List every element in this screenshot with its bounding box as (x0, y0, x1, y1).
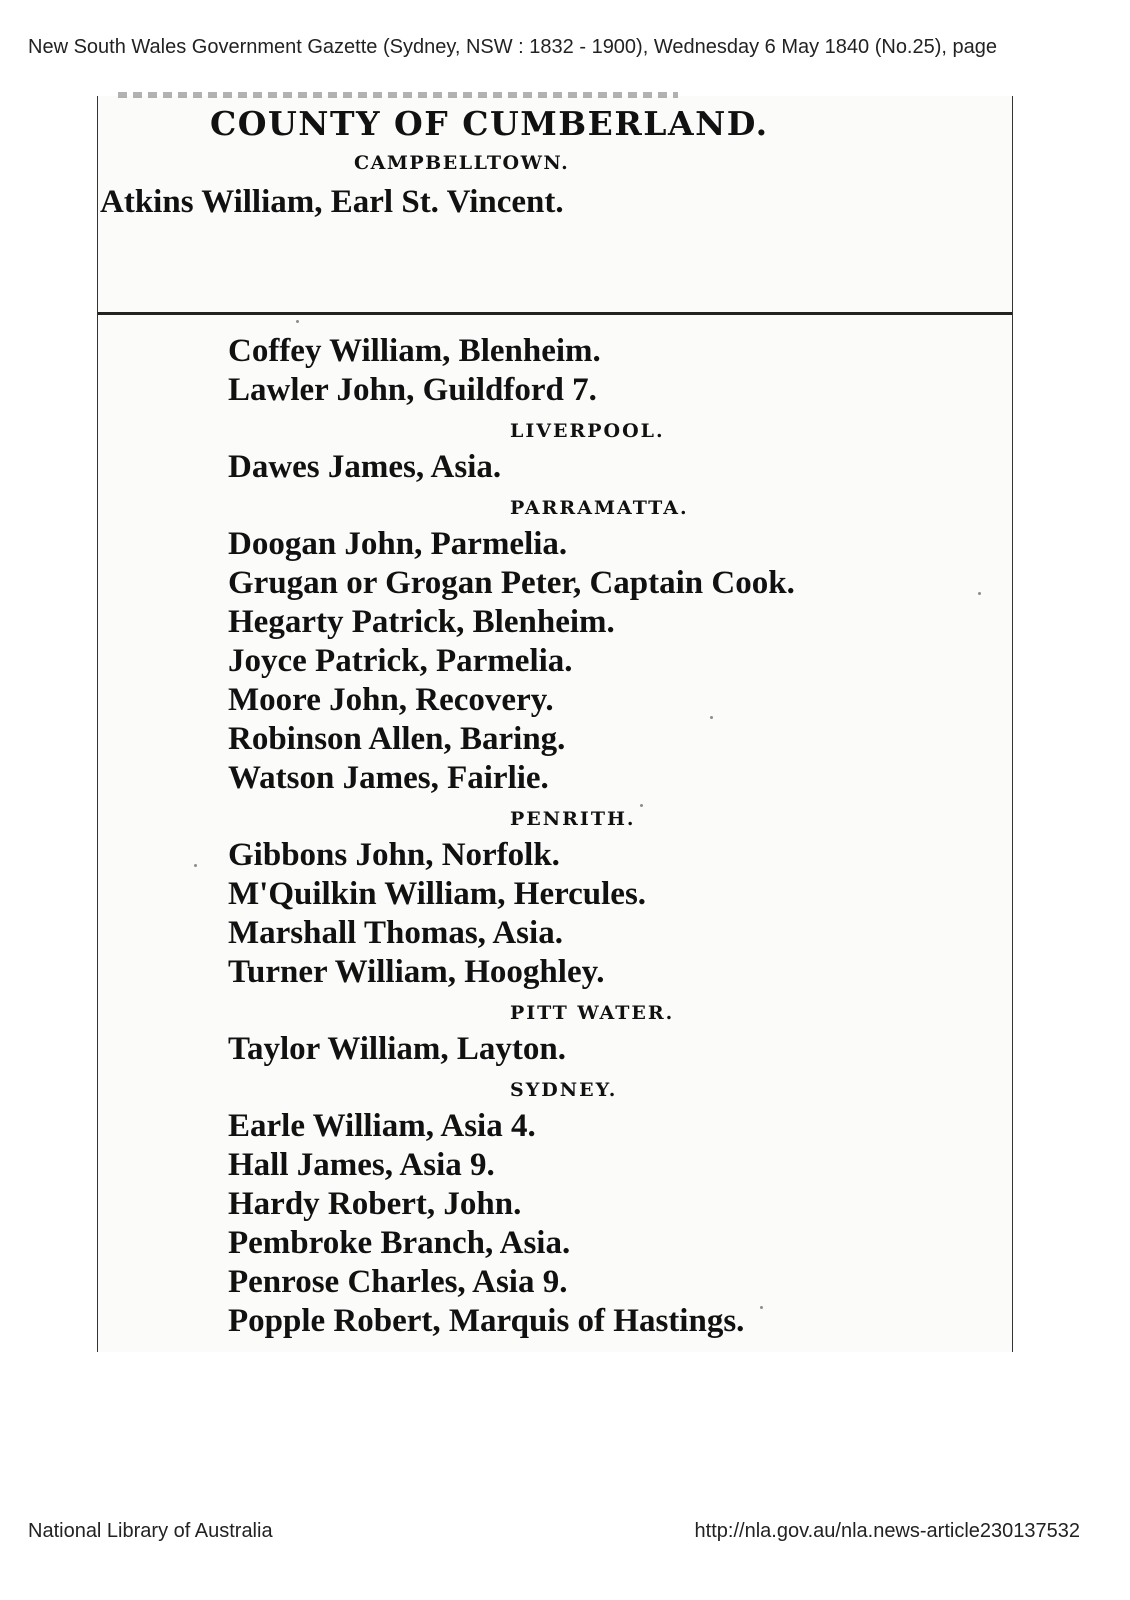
list-entry: Dawes James, Asia. (228, 449, 502, 485)
county-heading: COUNTY OF CUMBERLAND. (210, 104, 769, 143)
cut-off-text-line (118, 92, 678, 98)
place-heading-pitt-water: PITT WATER. (510, 1002, 675, 1024)
list-entry: Penrose Charles, Asia 9. (228, 1264, 568, 1300)
list-entry: Atkins William, Earl St. Vincent. (100, 184, 564, 220)
entry-list (98, 332, 1012, 1341)
footer-url[interactable]: http://nla.gov.au/nla.news-article230137532 (694, 1520, 1080, 1542)
list-entry: Popple Robert, Marquis of Hastings. (228, 1303, 745, 1339)
list-entry: Marshall Thomas, Asia. (228, 915, 563, 951)
citation-header: New South Wales Government Gazette (Sydney, NSW : 1832 - 1900), Wednesday 6 May 1840 (No.25), page (28, 36, 998, 58)
list-entry: Doogan John, Parmelia. (228, 526, 568, 562)
list-entry: Lawler John, Guildford 7. (228, 372, 597, 408)
list-entry: Robinson Allen, Baring. (228, 721, 566, 757)
list-entry: Hardy Robert, John. (228, 1186, 522, 1222)
list-entry: M'Quilkin William, Hercules. (228, 876, 647, 912)
list-entry: Coffey William, Blenheim. (228, 333, 601, 369)
list-entry: Joyce Patrick, Parmelia. (228, 643, 573, 679)
list-entry: Hegarty Patrick, Blenheim. (228, 604, 615, 640)
list-entry: Grugan or Grogan Peter, Captain Cook. (228, 565, 795, 601)
list-entry: Moore John, Recovery. (228, 682, 554, 718)
list-entry: Gibbons John, Norfolk. (228, 837, 560, 873)
column-divider (98, 312, 1012, 315)
place-heading-parramatta: PARRAMATTA. (510, 497, 689, 519)
print-speck (978, 592, 981, 595)
list-entry: Taylor William, Layton. (228, 1031, 567, 1067)
print-speck (640, 804, 643, 807)
place-heading-penrith: PENRITH. (510, 808, 636, 830)
list-entry: Hall James, Asia 9. (228, 1147, 495, 1183)
list-entry: Watson James, Fairlie. (228, 760, 549, 796)
place-heading-liverpool: LIVERPOOL. (510, 420, 665, 442)
list-entry: Earle William, Asia 4. (228, 1108, 536, 1144)
print-speck (760, 1306, 763, 1309)
place-heading-campbelltown: CAMPBELLTOWN. (354, 152, 570, 174)
list-entry: Turner William, Hooghley. (228, 954, 605, 990)
place-heading-sydney: SYDNEY. (510, 1079, 618, 1101)
print-speck (710, 716, 713, 719)
scanned-clipping (97, 96, 1013, 1352)
footer-source: National Library of Australia (28, 1520, 273, 1542)
print-speck (194, 864, 197, 867)
print-speck (296, 320, 299, 323)
list-entry: Pembroke Branch, Asia. (228, 1225, 571, 1261)
